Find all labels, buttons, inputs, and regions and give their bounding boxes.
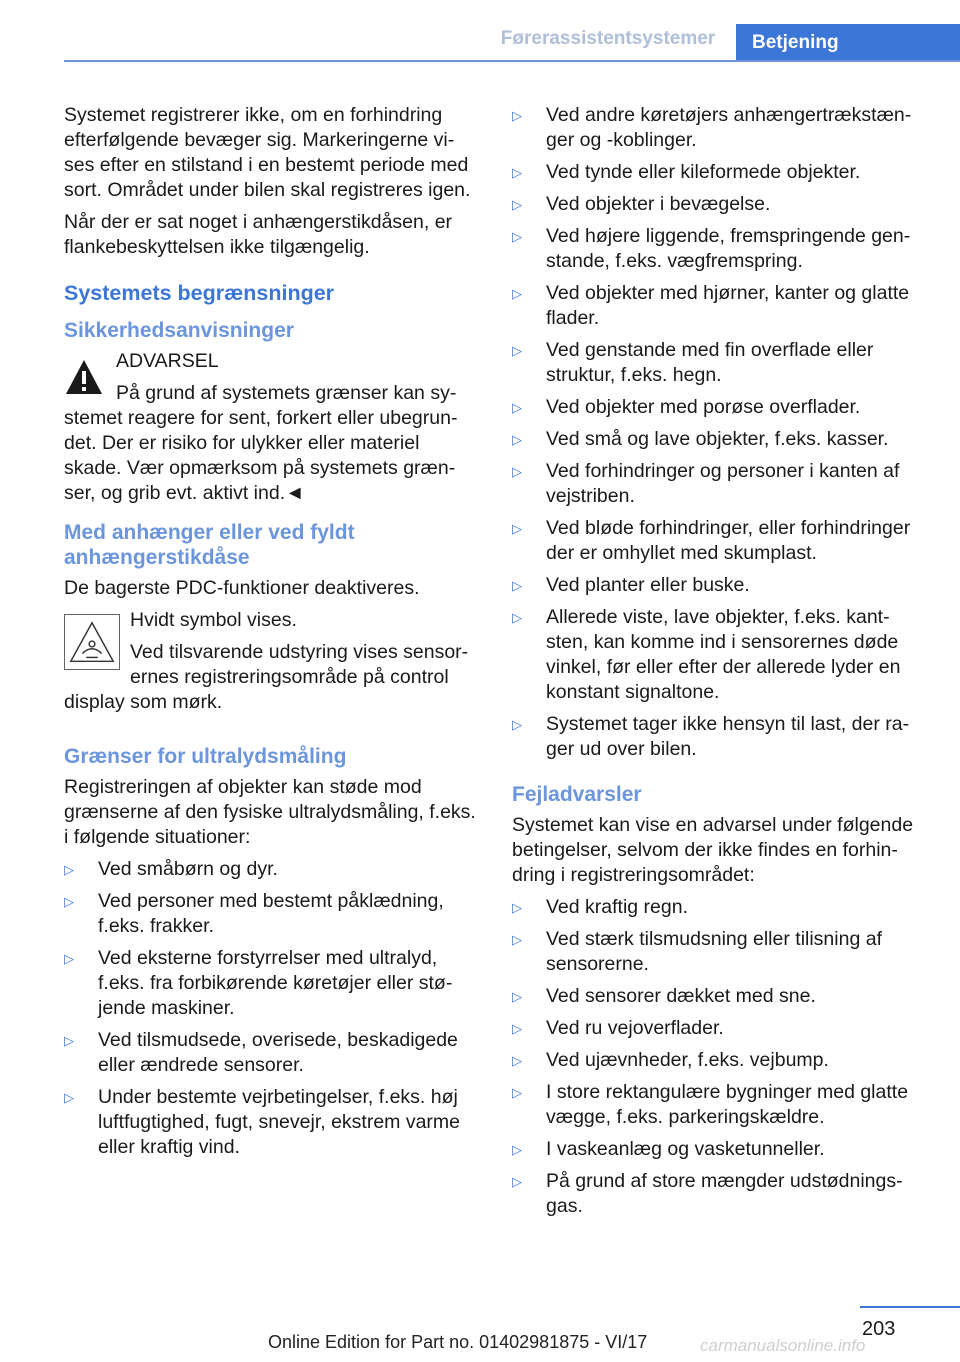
list-item-text: Ved kraftig regn. [546, 896, 689, 918]
list-item [64, 946, 478, 1021]
bullet-arrow-icon: ▷ [512, 464, 522, 479]
bullet-arrow-icon: ▷ [512, 932, 522, 947]
list-item [512, 338, 924, 388]
bullet-arrow-icon: ▷ [512, 900, 522, 915]
list-item-text: På grund af store mængder udstødningsgas. [546, 1170, 903, 1217]
bullet-arrow-icon: ▷ [512, 1174, 522, 1189]
list-item-text: Ved personer med bestemt påklædning, f.eks. frakker. [98, 890, 444, 937]
warning-triangle-icon [64, 357, 104, 397]
list-item-text: Ved objekter i bevægelse. [546, 193, 771, 215]
bullet-arrow-icon: ▷ [512, 1021, 522, 1036]
bullet-arrow-icon: ▷ [512, 400, 522, 415]
list-item [512, 895, 924, 920]
page-header [0, 0, 960, 62]
footer-edition: Online Edition for Part no. 01402981875 - VI/17 [268, 1332, 648, 1352]
trailer-paragraph: De bagerste PDC-funktioner deaktiveres. [64, 577, 420, 599]
heading-system-limits: Systemets begrænsninger [64, 281, 335, 305]
bullet-arrow-icon: ▷ [512, 432, 522, 447]
list-item-text: Ved tynde eller kileformede objekter. [546, 161, 861, 183]
list-item-text: Ved andre køretøjers anhængertrækstænger og -koblinger. [546, 104, 912, 151]
bullet-arrow-icon: ▷ [512, 1085, 522, 1100]
ultrasound-paragraph: Registreringen af objekter kan støde mod grænserne af den fysiske ultralydsmåling, f.eks. i følgende situationer: [64, 776, 476, 848]
bullet-arrow-icon: ▷ [64, 1033, 74, 1048]
bullet-arrow-icon: ▷ [512, 1053, 522, 1068]
list-item-text: Ved ujævnheder, f.eks. vejbump. [546, 1049, 829, 1071]
list-item [512, 712, 924, 762]
list-item-text: Allerede viste, lave objekter, f.eks. kantsten, kan komme ind i sensorernes døde vinkel, før eller efter der allerede lyder en konstant signaltone. [546, 606, 901, 703]
header-chapter-tab: Betjening [736, 24, 960, 62]
header-rule [64, 60, 960, 62]
bullet-arrow-icon: ▷ [64, 951, 74, 966]
heading-safety-notes: Sikkerhedsanvisninger [64, 319, 294, 342]
symbol-line-1: Hvidt symbol vises. [130, 609, 297, 631]
symbol-block [64, 608, 478, 722]
list-item [64, 857, 478, 882]
list-item-text: Ved bløde forhindringer, eller forhindringer der er omhyllet med skumplast. [546, 517, 911, 564]
list-item [512, 1137, 924, 1162]
list-item-text: Ved sensorer dækket med sne. [546, 985, 816, 1007]
list-item [512, 192, 924, 217]
list-item [64, 1085, 478, 1160]
list-item-text: Ved forhindringer og personer i kanten af vejstriben. [546, 460, 900, 507]
bullet-arrow-icon: ▷ [512, 521, 522, 536]
list-item-text: Ved småbørn og dyr. [98, 858, 278, 880]
bullet-arrow-icon: ▷ [512, 1142, 522, 1157]
list-item-text: Ved objekter med hjørner, kanter og glatte flader. [546, 282, 910, 329]
bullet-arrow-icon: ▷ [512, 108, 522, 123]
header-section-title: Førerassistentsystemer [500, 28, 716, 49]
list-item-text: Systemet tager ikke hensyn til last, der rager ud over bilen. [546, 713, 910, 760]
bullet-arrow-icon: ▷ [512, 197, 522, 212]
list-item [512, 927, 924, 977]
bullet-arrow-icon: ▷ [64, 1090, 74, 1105]
list-item [512, 1080, 924, 1130]
list-item [64, 1028, 478, 1078]
list-item [512, 573, 924, 598]
bullet-arrow-icon: ▷ [64, 862, 74, 877]
list-item [512, 395, 924, 420]
intro-paragraph-2: Når der er sat noget i anhængerstikdåsen, er flankebeskyttelsen ikke tilgængelig. [64, 211, 453, 258]
heading-fault-warnings: Fejladvarsler [512, 783, 642, 806]
warning-text: På grund af systemets grænser kan systemet reagere for sent, forkert eller ubegrundet. Der er risiko for ulykker eller materiel skade. Vær opmærksom på systemets grænser, og grib evt. aktivt ind.◄ [64, 382, 458, 504]
page-number: 203 [862, 1318, 896, 1340]
bullet-arrow-icon: ▷ [512, 286, 522, 301]
list-item-text: Ved små og lave objekter, f.eks. kasser. [546, 428, 889, 450]
list-item-text: Ved tilsmudsede, overisede, beskadigede eller ændrede sensorer. [98, 1029, 458, 1076]
list-item [512, 984, 924, 1009]
list-item-text: I vaskeanlæg og vasketunneller. [546, 1138, 825, 1160]
list-item [512, 160, 924, 185]
faults-paragraph: Systemet kan vise en advarsel under følgende betingelser, selvom der ikke findes en forhindring i registreringsområdet: [512, 814, 914, 886]
intro-paragraph-1: Systemet registrerer ikke, om en forhindring efterfølgende bevæger sig. Markeringerne vises efter en stilstand i en bestemt periode med sort. Området under bilen skal registreres igen. [64, 104, 471, 201]
bullet-arrow-icon: ▷ [512, 717, 522, 732]
list-item-text: Ved ru vejoverflader. [546, 1017, 724, 1039]
list-item [512, 224, 924, 274]
bullet-arrow-icon: ▷ [512, 165, 522, 180]
list-item-text: Ved højere liggende, fremspringende genstande, f.eks. vægfremspring. [546, 225, 911, 272]
list-item-text: Ved stærk tilsmudsning eller tilisning af sensorerne. [546, 928, 882, 975]
bullet-arrow-icon: ▷ [512, 610, 522, 625]
list-item [512, 1169, 924, 1219]
left-column [64, 103, 478, 1167]
bullet-arrow-icon: ▷ [512, 343, 522, 358]
list-item [512, 459, 924, 509]
list-item-text: Ved planter eller buske. [546, 574, 750, 596]
list-item [512, 1048, 924, 1073]
list-item [512, 103, 924, 153]
list-item-text: Under bestemte vejrbetingelser, f.eks. høj luftfugtighed, fugt, snevejr, ekstrem varme eller kraftig vind. [98, 1086, 461, 1158]
warning-box [64, 349, 478, 506]
list-item [64, 889, 478, 939]
heading-trailer: Med anhænger eller ved fyldt anhængerstikdåse [64, 521, 355, 569]
pdc-trailer-symbol-icon [64, 614, 120, 670]
list-item [512, 427, 924, 452]
bullet-arrow-icon: ▷ [512, 989, 522, 1004]
list-item-text: Ved genstande med fin overflade eller struktur, f.eks. hegn. [546, 339, 874, 386]
watermark: carmanualsonline.info [700, 1336, 866, 1355]
bullet-arrow-icon: ▷ [64, 894, 74, 909]
bullet-arrow-icon: ▷ [512, 578, 522, 593]
footer-rule [860, 1306, 960, 1308]
right-column [512, 103, 924, 1226]
list-item-text: Ved eksterne forstyrrelser med ultralyd, f.eks. fra forbikørende køretøjer eller støjende maskiner. [98, 947, 453, 1019]
warning-title: ADVARSEL [116, 350, 219, 372]
list-item-text: Ved objekter med porøse overflader. [546, 396, 861, 418]
list-item [512, 1016, 924, 1041]
list-item [512, 516, 924, 566]
heading-ultrasound-limits: Grænser for ultralydsmåling [64, 745, 347, 768]
list-item-text: I store rektangulære bygninger med glatte vægge, f.eks. parkeringskældre. [546, 1081, 909, 1128]
list-item [512, 605, 924, 705]
symbol-line-2: Ved tilsvarende udstyring vises sensorernes registreringsområde på control display som mørk. [64, 641, 469, 713]
bullet-arrow-icon: ▷ [512, 229, 522, 244]
list-item [512, 281, 924, 331]
